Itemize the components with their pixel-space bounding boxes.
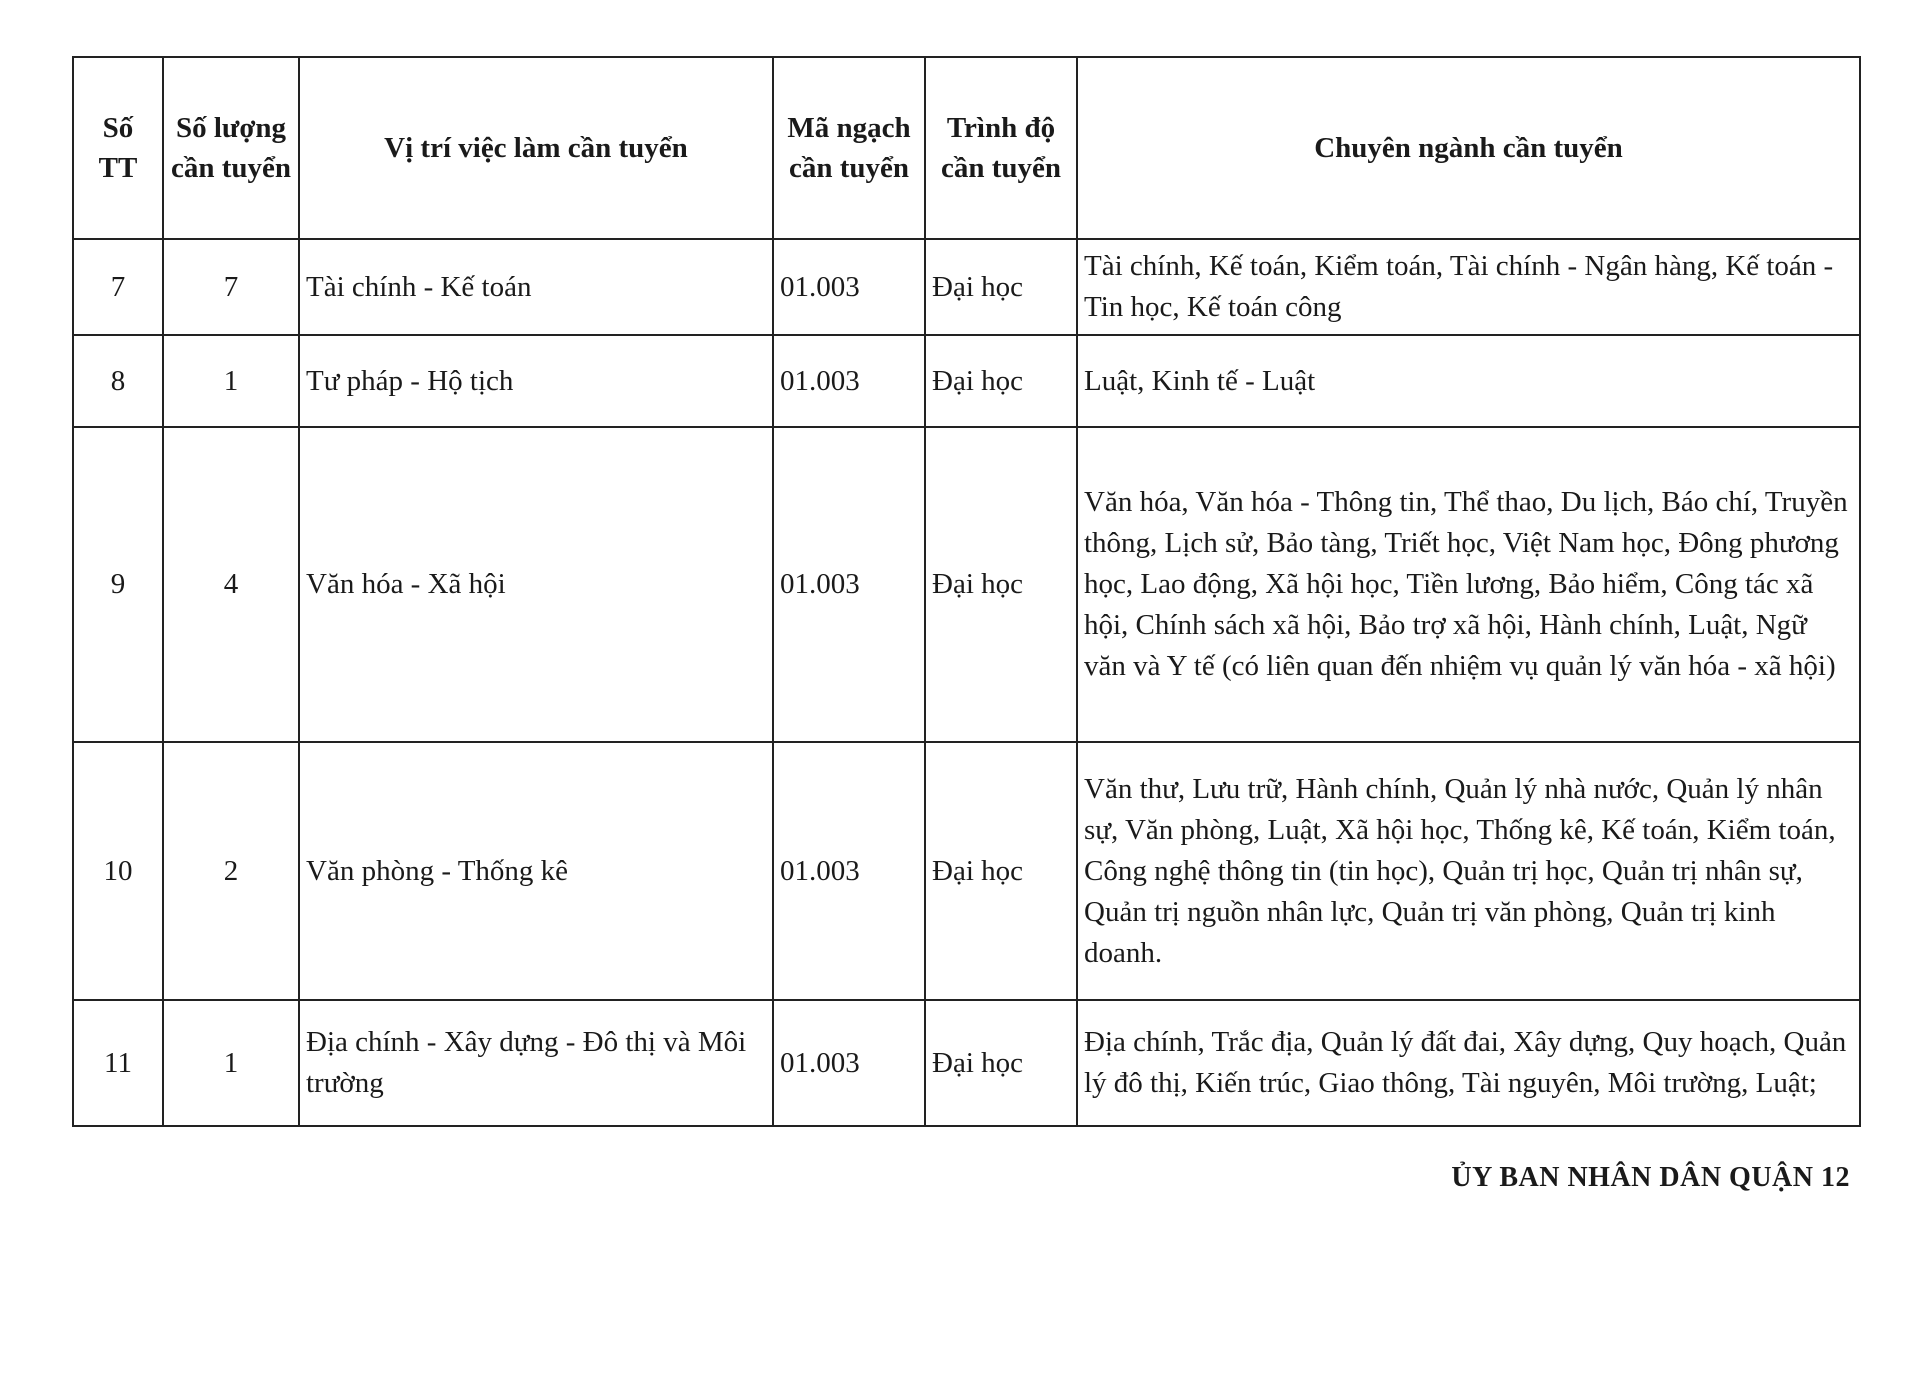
cell-major: Luật, Kinh tế - Luật <box>1077 335 1860 427</box>
cell-stt: 10 <box>73 742 163 1000</box>
issuing-authority: ỦY BAN NHÂN DÂN QUẬN 12 <box>1451 1162 1850 1193</box>
cell-quantity: 7 <box>163 239 299 335</box>
cell-grade-code: 01.003 <box>773 1000 925 1126</box>
cell-position: Tài chính - Kế toán <box>299 239 773 335</box>
cell-grade-code: 01.003 <box>773 742 925 1000</box>
recruitment-table <box>72 56 1861 1127</box>
cell-quantity: 1 <box>163 1000 299 1126</box>
cell-position: Văn hóa - Xã hội <box>299 427 773 742</box>
cell-position: Văn phòng - Thống kê <box>299 742 773 1000</box>
cell-quantity: 2 <box>163 742 299 1000</box>
cell-level: Đại học <box>925 239 1077 335</box>
header-major: Chuyên ngành cần tuyển <box>1077 57 1860 239</box>
cell-position: Địa chính - Xây dựng - Đô thị và Môi trường <box>299 1000 773 1126</box>
cell-major: Văn hóa, Văn hóa - Thông tin, Thể thao, Du lịch, Báo chí, Truyền thông, Lịch sử, Bảo tàng, Triết học, Việt Nam học, Đông phương học, Lao động, Xã hội học, Tiền lương, Bảo hiểm, Công tác xã hội, Chính sách xã hội, Bảo trợ xã hội, Hành chính, Luật, Ngữ văn và Y tế (có liên quan đến nhiệm vụ quản lý văn hóa - xã hội) <box>1077 427 1860 742</box>
cell-stt: 7 <box>73 239 163 335</box>
cell-position: Tư pháp - Hộ tịch <box>299 335 773 427</box>
cell-stt: 8 <box>73 335 163 427</box>
cell-level: Đại học <box>925 335 1077 427</box>
cell-stt: 11 <box>73 1000 163 1126</box>
cell-quantity: 4 <box>163 427 299 742</box>
table-row <box>73 239 1860 335</box>
header-quantity: Số lượng cần tuyển <box>163 57 299 239</box>
cell-level: Đại học <box>925 427 1077 742</box>
cell-level: Đại học <box>925 1000 1077 1126</box>
header-grade-code: Mã ngạch cần tuyển <box>773 57 925 239</box>
header-level: Trình độ cần tuyển <box>925 57 1077 239</box>
table-row <box>73 1000 1860 1126</box>
cell-stt: 9 <box>73 427 163 742</box>
cell-grade-code: 01.003 <box>773 427 925 742</box>
table-header-row <box>73 57 1860 239</box>
cell-quantity: 1 <box>163 335 299 427</box>
table-row <box>73 335 1860 427</box>
cell-major: Văn thư, Lưu trữ, Hành chính, Quản lý nhà nước, Quản lý nhân sự, Văn phòng, Luật, Xã hội học, Thống kê, Kế toán, Kiểm toán, Công nghệ thông tin (tin học), Quản trị học, Quản trị nhân sự, Quản trị nguồn nhân lực, Quản trị văn phòng, Quản trị kinh doanh. <box>1077 742 1860 1000</box>
cell-major: Tài chính, Kế toán, Kiểm toán, Tài chính - Ngân hàng, Kế toán - Tin học, Kế toán công <box>1077 239 1860 335</box>
cell-major: Địa chính, Trắc địa, Quản lý đất đai, Xây dựng, Quy hoạch, Quản lý đô thị, Kiến trúc, Giao thông, Tài nguyên, Môi trường, Luật; <box>1077 1000 1860 1126</box>
table-row <box>73 427 1860 742</box>
header-position: Vị trí việc làm cần tuyển <box>299 57 773 239</box>
table-row <box>73 742 1860 1000</box>
header-stt: Số TT <box>73 57 163 239</box>
cell-level: Đại học <box>925 742 1077 1000</box>
cell-grade-code: 01.003 <box>773 239 925 335</box>
cell-grade-code: 01.003 <box>773 335 925 427</box>
